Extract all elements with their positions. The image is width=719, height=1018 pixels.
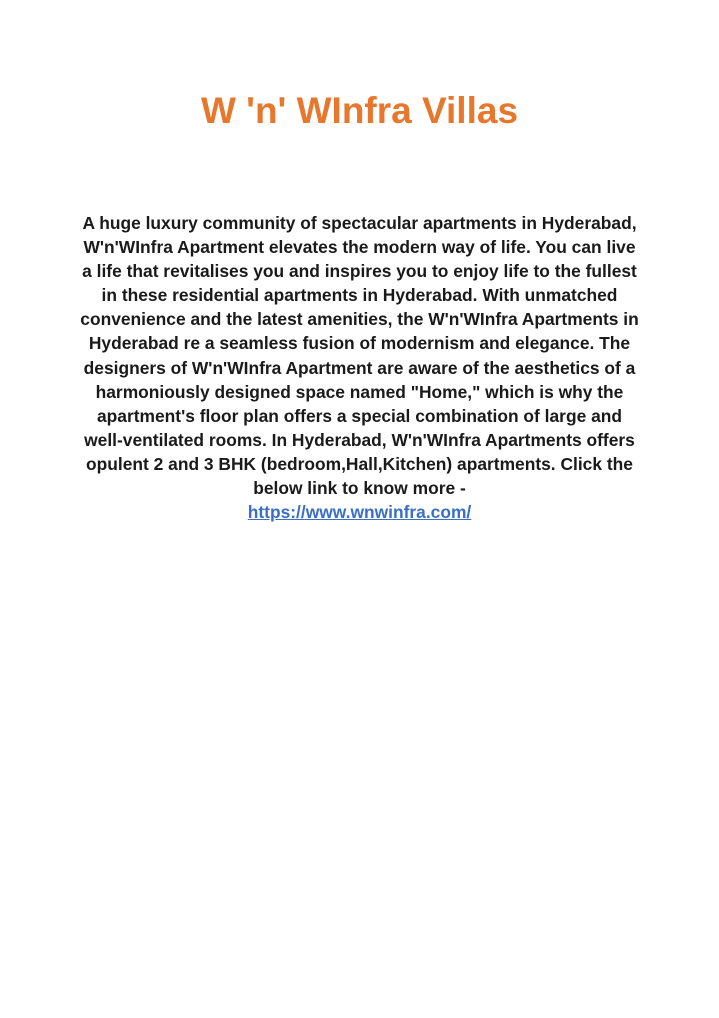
website-link[interactable]: https://www.wnwinfra.com/ xyxy=(247,502,472,523)
body-paragraph-text: A huge luxury community of spectacular apartments in Hyderabad, W'n'WInfra Apartment elevates the modern way of life. You can live a life that revitalises you and inspires you to enjoy life to the fullest in these residential apartments in Hyderabad. With unmatched convenience and the latest amenities, the W'n'WInfra Apartments in Hyderabad re a seamless fusion of modernism and elegance. The designers of W'n'WInfra Apartment are aware of the aesthetics of a harmoniously designed space named "Home," which is why the apartment's floor plan offers a special combination of large and well-ventilated rooms. In Hyderabad, W'n'WInfra Apartments offers opulent 2 and 3 BHK (bedroom,Hall,Kitchen) apartments. Click the below link to know more - xyxy=(80,213,639,499)
body-paragraph xyxy=(80,211,639,524)
page-title: W 'n' WInfra Villas xyxy=(200,90,519,131)
